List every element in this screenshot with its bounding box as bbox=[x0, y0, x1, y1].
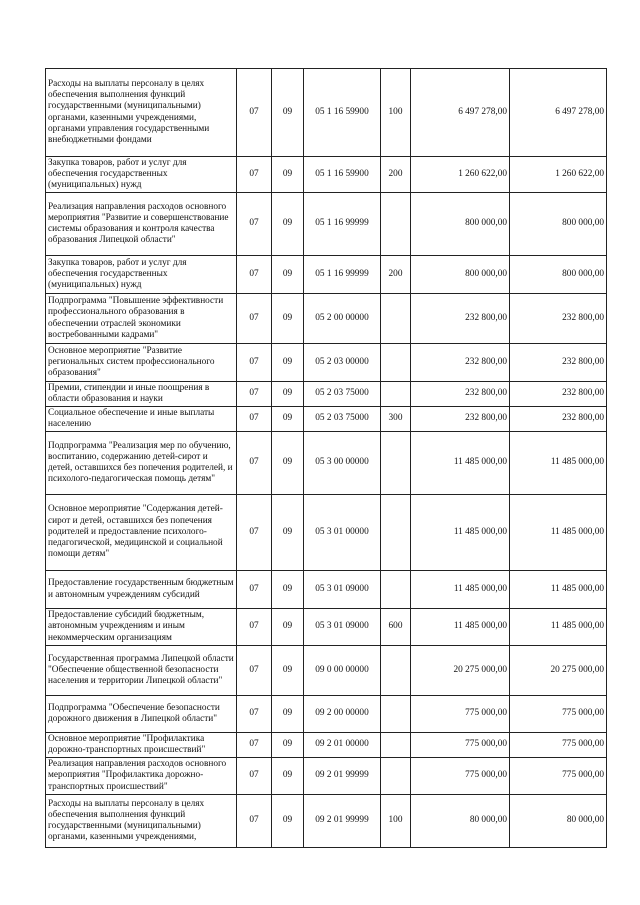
target-article-code: 05 2 03 75000 bbox=[304, 382, 381, 407]
row-name: Основное мероприятие "Развитие региональных систем профессионального образования" bbox=[46, 344, 237, 382]
amount-year-1: 11 485 000,00 bbox=[411, 495, 510, 571]
amount-year-2: 11 485 000,00 bbox=[510, 571, 607, 609]
amount-year-1: 775 000,00 bbox=[411, 696, 510, 733]
section-code: 07 bbox=[237, 193, 272, 256]
table-row bbox=[46, 495, 607, 571]
amount-year-1: 80 000,00 bbox=[411, 795, 510, 848]
target-article-code: 05 1 16 59900 bbox=[304, 69, 381, 157]
subsection-code: 09 bbox=[272, 733, 304, 758]
subsection-code: 09 bbox=[272, 758, 304, 795]
subsection-code: 09 bbox=[272, 407, 304, 432]
table-row bbox=[46, 571, 607, 609]
row-name: Социальное обеспечение и иные выплаты населению bbox=[46, 407, 237, 432]
table-row bbox=[46, 344, 607, 382]
amount-year-1: 232 800,00 bbox=[411, 344, 510, 382]
amount-year-1: 11 485 000,00 bbox=[411, 609, 510, 646]
target-article-code: 09 2 00 00000 bbox=[304, 696, 381, 733]
amount-year-1: 1 260 622,00 bbox=[411, 157, 510, 193]
document-page bbox=[45, 68, 606, 848]
table-row bbox=[46, 407, 607, 432]
expense-type-code bbox=[381, 495, 411, 571]
amount-year-2: 775 000,00 bbox=[510, 696, 607, 733]
table-row bbox=[46, 758, 607, 795]
table-body bbox=[46, 69, 607, 848]
amount-year-2: 800 000,00 bbox=[510, 193, 607, 256]
expense-type-code bbox=[381, 646, 411, 696]
amount-year-2: 11 485 000,00 bbox=[510, 432, 607, 495]
table-row bbox=[46, 795, 607, 848]
amount-year-2: 232 800,00 bbox=[510, 382, 607, 407]
section-code: 07 bbox=[237, 256, 272, 294]
section-code: 07 bbox=[237, 758, 272, 795]
table-row bbox=[46, 193, 607, 256]
section-code: 07 bbox=[237, 696, 272, 733]
subsection-code: 09 bbox=[272, 696, 304, 733]
section-code: 07 bbox=[237, 571, 272, 609]
row-name: Реализация направления расходов основного мероприятия "Развитие и совершенствование системы образования и контроля качества образования Липецкой области" bbox=[46, 193, 237, 256]
target-article-code: 05 3 00 00000 bbox=[304, 432, 381, 495]
section-code: 07 bbox=[237, 344, 272, 382]
amount-year-2: 800 000,00 bbox=[510, 256, 607, 294]
row-name: Расходы на выплаты персоналу в целях обеспечения выполнения функций государственными (муниципальными) органами, казенными учреждениями, bbox=[46, 795, 237, 848]
subsection-code: 09 bbox=[272, 382, 304, 407]
amount-year-2: 232 800,00 bbox=[510, 407, 607, 432]
row-name: Основное мероприятие "Содержания детей-сирот и детей, оставшихся без попечения родителей и предоставление психолого-педагогической, медицинской и социальной помощи детям" bbox=[46, 495, 237, 571]
table-row bbox=[46, 733, 607, 758]
table-row bbox=[46, 696, 607, 733]
expense-type-code bbox=[381, 193, 411, 256]
amount-year-1: 11 485 000,00 bbox=[411, 571, 510, 609]
subsection-code: 09 bbox=[272, 157, 304, 193]
target-article-code: 09 2 01 00000 bbox=[304, 733, 381, 758]
subsection-code: 09 bbox=[272, 193, 304, 256]
target-article-code: 05 2 00 00000 bbox=[304, 294, 381, 344]
table-row bbox=[46, 382, 607, 407]
subsection-code: 09 bbox=[272, 795, 304, 848]
subsection-code: 09 bbox=[272, 646, 304, 696]
subsection-code: 09 bbox=[272, 609, 304, 646]
expense-type-code: 300 bbox=[381, 407, 411, 432]
section-code: 07 bbox=[237, 733, 272, 758]
row-name: Подпрограмма "Реализация мер по обучению, воспитанию, содержанию детей-сирот и детей, оставшихся без попечения родителей, и психолого-педагогическая помощь детям" bbox=[46, 432, 237, 495]
subsection-code: 09 bbox=[272, 495, 304, 571]
amount-year-2: 775 000,00 bbox=[510, 758, 607, 795]
subsection-code: 09 bbox=[272, 344, 304, 382]
row-name: Закупка товаров, работ и услуг для обеспечения государственных (муниципальных) нужд bbox=[46, 256, 237, 294]
table-row bbox=[46, 294, 607, 344]
section-code: 07 bbox=[237, 294, 272, 344]
expense-type-code bbox=[381, 571, 411, 609]
subsection-code: 09 bbox=[272, 256, 304, 294]
amount-year-1: 232 800,00 bbox=[411, 382, 510, 407]
amount-year-2: 775 000,00 bbox=[510, 733, 607, 758]
row-name: Подпрограмма "Обеспечение безопасности дорожного движения в Липецкой области" bbox=[46, 696, 237, 733]
subsection-code: 09 bbox=[272, 69, 304, 157]
expense-type-code bbox=[381, 432, 411, 495]
expense-type-code bbox=[381, 758, 411, 795]
table-row bbox=[46, 256, 607, 294]
expense-type-code bbox=[381, 344, 411, 382]
section-code: 07 bbox=[237, 795, 272, 848]
target-article-code: 05 3 01 09000 bbox=[304, 609, 381, 646]
subsection-code: 09 bbox=[272, 571, 304, 609]
amount-year-1: 800 000,00 bbox=[411, 193, 510, 256]
amount-year-2: 6 497 278,00 bbox=[510, 69, 607, 157]
row-name: Реализация направления расходов основного мероприятия "Профилактика дорожно-транспортных происшествий" bbox=[46, 758, 237, 795]
row-name: Предоставление субсидий бюджетным, автономным учреждениям и иным некоммерческим организациям bbox=[46, 609, 237, 646]
row-name: Государственная программа Липецкой области "Обеспечение общественной безопасности населения и территории Липецкой области" bbox=[46, 646, 237, 696]
section-code: 07 bbox=[237, 495, 272, 571]
table-row bbox=[46, 69, 607, 157]
target-article-code: 05 1 16 99999 bbox=[304, 256, 381, 294]
row-name: Основное мероприятие "Профилактика дорожно-транспортных происшествий" bbox=[46, 733, 237, 758]
budget-table bbox=[45, 68, 607, 848]
table-row bbox=[46, 432, 607, 495]
section-code: 07 bbox=[237, 157, 272, 193]
amount-year-2: 232 800,00 bbox=[510, 294, 607, 344]
amount-year-2: 11 485 000,00 bbox=[510, 609, 607, 646]
row-name: Премии, стипендии и иные поощрения в области образования и науки bbox=[46, 382, 237, 407]
expense-type-code bbox=[381, 696, 411, 733]
section-code: 07 bbox=[237, 646, 272, 696]
amount-year-2: 20 275 000,00 bbox=[510, 646, 607, 696]
amount-year-1: 11 485 000,00 bbox=[411, 432, 510, 495]
target-article-code: 05 1 16 99999 bbox=[304, 193, 381, 256]
row-name: Предоставление государственным бюджетным и автономным учреждениям субсидий bbox=[46, 571, 237, 609]
target-article-code: 05 3 01 00000 bbox=[304, 495, 381, 571]
amount-year-2: 1 260 622,00 bbox=[510, 157, 607, 193]
expense-type-code: 600 bbox=[381, 609, 411, 646]
amount-year-1: 775 000,00 bbox=[411, 758, 510, 795]
section-code: 07 bbox=[237, 432, 272, 495]
target-article-code: 09 2 01 99999 bbox=[304, 795, 381, 848]
target-article-code: 09 0 00 00000 bbox=[304, 646, 381, 696]
expense-type-code bbox=[381, 733, 411, 758]
table-row bbox=[46, 609, 607, 646]
target-article-code: 09 2 01 99999 bbox=[304, 758, 381, 795]
amount-year-2: 232 800,00 bbox=[510, 344, 607, 382]
expense-type-code: 200 bbox=[381, 256, 411, 294]
amount-year-1: 800 000,00 bbox=[411, 256, 510, 294]
section-code: 07 bbox=[237, 382, 272, 407]
target-article-code: 05 2 03 00000 bbox=[304, 344, 381, 382]
section-code: 07 bbox=[237, 407, 272, 432]
row-name: Закупка товаров, работ и услуг для обеспечения государственных (муниципальных) нужд bbox=[46, 157, 237, 193]
target-article-code: 05 1 16 59900 bbox=[304, 157, 381, 193]
amount-year-2: 80 000,00 bbox=[510, 795, 607, 848]
subsection-code: 09 bbox=[272, 432, 304, 495]
expense-type-code: 200 bbox=[381, 157, 411, 193]
target-article-code: 05 2 03 75000 bbox=[304, 407, 381, 432]
section-code: 07 bbox=[237, 609, 272, 646]
amount-year-1: 232 800,00 bbox=[411, 294, 510, 344]
table-row bbox=[46, 646, 607, 696]
expense-type-code bbox=[381, 382, 411, 407]
expense-type-code bbox=[381, 294, 411, 344]
row-name: Расходы на выплаты персоналу в целях обеспечения выполнения функций государственными (муниципальными) органами, казенными учреждениями, органами управления государственными внебюджетными фондами bbox=[46, 69, 237, 157]
expense-type-code: 100 bbox=[381, 795, 411, 848]
row-name: Подпрограмма "Повышение эффективности профессионального образования в обеспечении отраслей экономики востребованными кадрами" bbox=[46, 294, 237, 344]
expense-type-code: 100 bbox=[381, 69, 411, 157]
section-code: 07 bbox=[237, 69, 272, 157]
table-row bbox=[46, 157, 607, 193]
subsection-code: 09 bbox=[272, 294, 304, 344]
amount-year-1: 6 497 278,00 bbox=[411, 69, 510, 157]
amount-year-1: 20 275 000,00 bbox=[411, 646, 510, 696]
amount-year-1: 775 000,00 bbox=[411, 733, 510, 758]
amount-year-2: 11 485 000,00 bbox=[510, 495, 607, 571]
target-article-code: 05 3 01 09000 bbox=[304, 571, 381, 609]
amount-year-1: 232 800,00 bbox=[411, 407, 510, 432]
